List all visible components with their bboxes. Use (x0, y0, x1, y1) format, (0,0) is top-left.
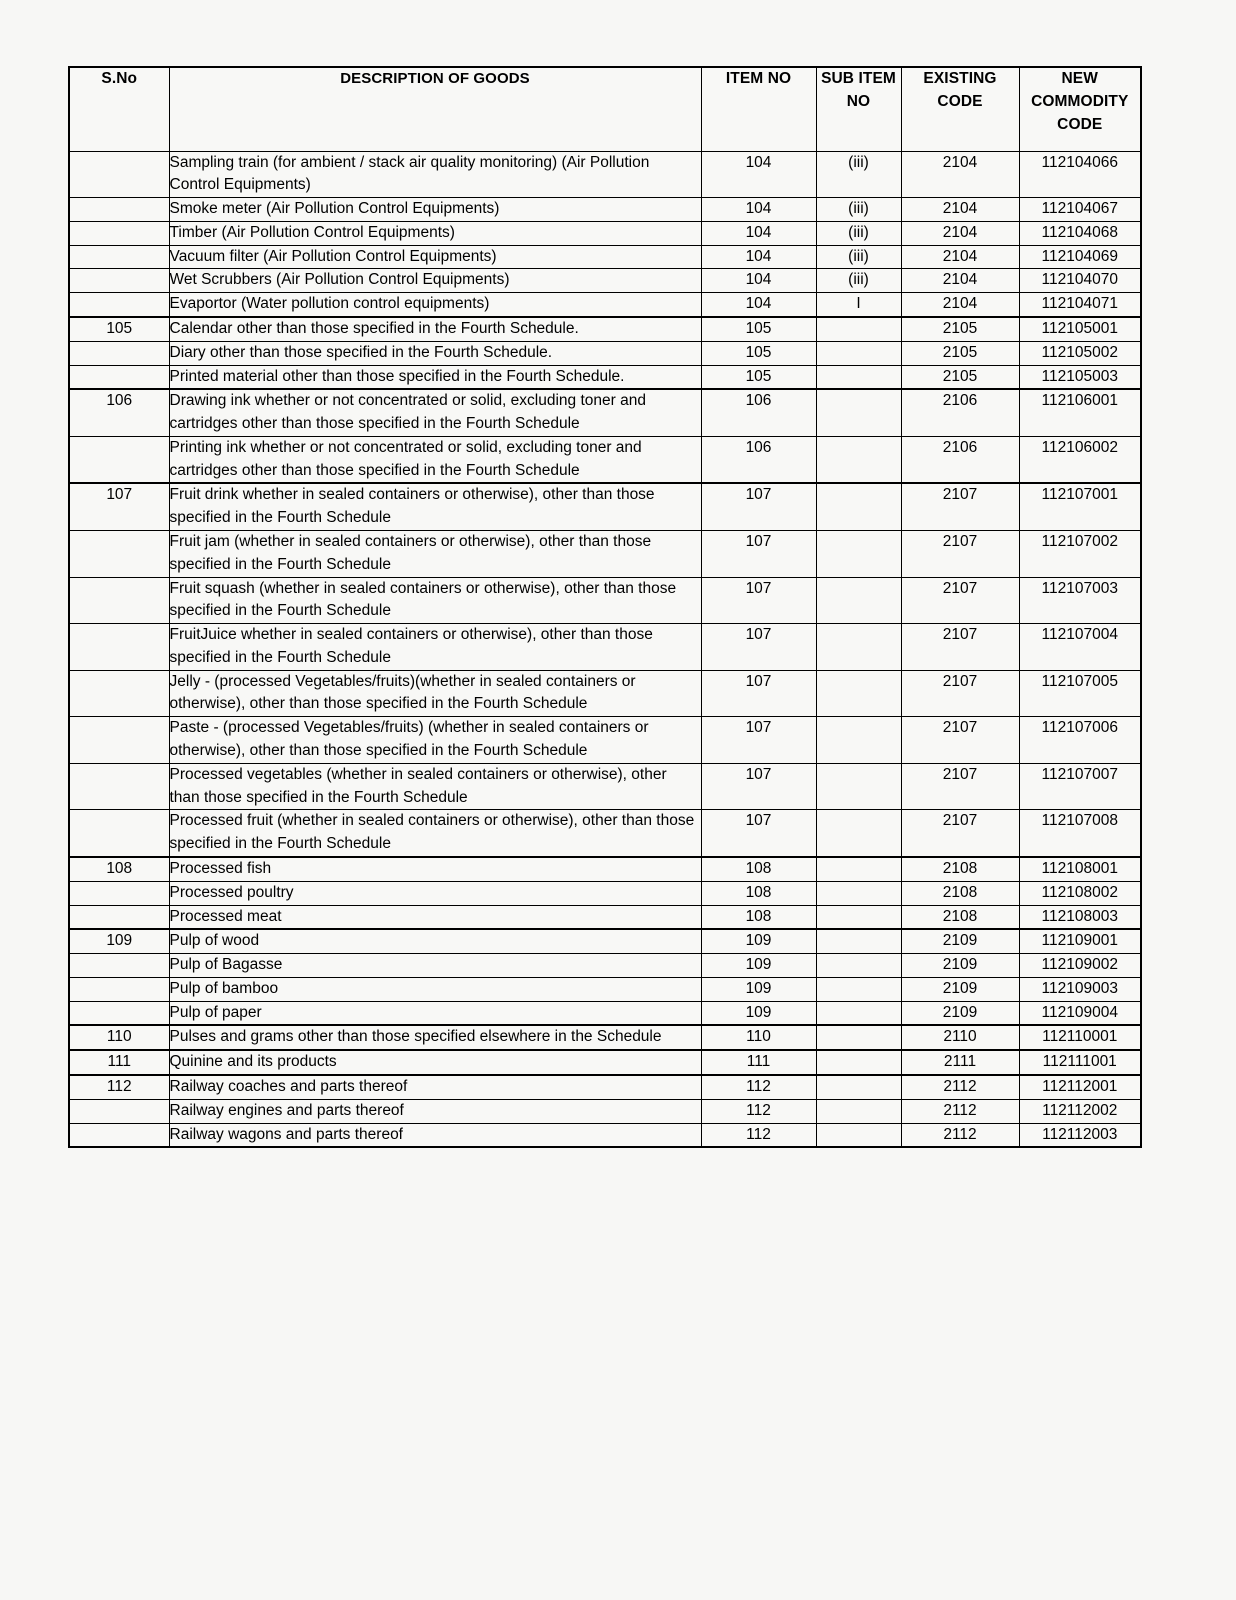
table-row (69, 436, 1141, 483)
cell-sno: 106 (69, 389, 169, 436)
cell-item-no: 112 (701, 1123, 816, 1147)
cell-item-no: 107 (701, 717, 816, 764)
cell-item-no: 104 (701, 293, 816, 317)
cell-description: Fruit drink whether in sealed containers or otherwise), other than those specified in the Fourth Schedule (169, 483, 701, 530)
cell-existing-code: 2106 (901, 389, 1019, 436)
cell-description: Wet Scrubbers (Air Pollution Control Equipments) (169, 269, 701, 293)
cell-existing-code: 2107 (901, 810, 1019, 857)
cell-sub-item-no (816, 929, 901, 953)
existing-code-line2: CODE (937, 92, 983, 110)
table-row (69, 717, 1141, 764)
cell-sno (69, 810, 169, 857)
cell-existing-code: 2112 (901, 1123, 1019, 1147)
cell-sub-item-no (816, 577, 901, 624)
table-row (69, 269, 1141, 293)
table-header-row (69, 67, 1141, 151)
cell-sno: 107 (69, 483, 169, 530)
table-row (69, 293, 1141, 317)
cell-sno (69, 151, 169, 198)
cell-existing-code: 2109 (901, 977, 1019, 1001)
table-row (69, 929, 1141, 953)
cell-sno (69, 954, 169, 978)
cell-description: Drawing ink whether or not concentrated or solid, excluding toner and cartridges other than those specified in the Fourth Schedule (169, 389, 701, 436)
cell-sno (69, 905, 169, 929)
cell-sno: 109 (69, 929, 169, 953)
cell-item-no: 107 (701, 810, 816, 857)
cell-sub-item-no (816, 341, 901, 365)
cell-existing-code: 2104 (901, 198, 1019, 222)
cell-description: Timber (Air Pollution Control Equipments) (169, 221, 701, 245)
cell-new-commodity-code: 112108002 (1019, 881, 1141, 905)
cell-new-commodity-code: 112104070 (1019, 269, 1141, 293)
cell-description: FruitJuice whether in sealed containers or otherwise), other than those specified in the Fourth Schedule (169, 624, 701, 671)
cell-sub-item-no: (iii) (816, 198, 901, 222)
column-header-new-commodity-code (1019, 67, 1141, 151)
cell-sno (69, 577, 169, 624)
cell-new-commodity-code: 112107007 (1019, 763, 1141, 810)
cell-new-commodity-code: 112107006 (1019, 717, 1141, 764)
cell-existing-code: 2106 (901, 436, 1019, 483)
cell-sub-item-no (816, 531, 901, 578)
cell-sub-item-no (816, 857, 901, 881)
cell-sno (69, 341, 169, 365)
cell-new-commodity-code: 112109004 (1019, 1001, 1141, 1025)
new-commodity-code-line2: COMMODITY (1031, 92, 1129, 110)
table-row (69, 857, 1141, 881)
cell-sno (69, 531, 169, 578)
table-header (69, 67, 1141, 151)
table-row (69, 341, 1141, 365)
cell-new-commodity-code: 112109002 (1019, 954, 1141, 978)
cell-existing-code: 2107 (901, 717, 1019, 764)
sub-item-no-line2: NO (846, 92, 871, 110)
cell-description: Calendar other than those specified in the Fourth Schedule. (169, 317, 701, 341)
cell-existing-code: 2108 (901, 881, 1019, 905)
cell-existing-code: 2104 (901, 151, 1019, 198)
cell-new-commodity-code: 112105003 (1019, 365, 1141, 389)
table-row (69, 483, 1141, 530)
cell-description: Processed fruit (whether in sealed containers or otherwise), other than those specified in the Fourth Schedule (169, 810, 701, 857)
cell-sub-item-no (816, 881, 901, 905)
cell-description: Printing ink whether or not concentrated or solid, excluding toner and cartridges other than those specified in the Fourth Schedule (169, 436, 701, 483)
cell-existing-code: 2105 (901, 317, 1019, 341)
new-commodity-code-line1: NEW (1061, 70, 1098, 87)
cell-item-no: 107 (701, 624, 816, 671)
column-header-sub-item-no (816, 67, 901, 151)
cell-existing-code: 2104 (901, 221, 1019, 245)
cell-item-no: 105 (701, 317, 816, 341)
cell-sno: 110 (69, 1025, 169, 1050)
cell-description: Fruit squash (whether in sealed containers or otherwise), other than those specified in the Fourth Schedule (169, 577, 701, 624)
cell-sno (69, 977, 169, 1001)
table-row (69, 1050, 1141, 1075)
cell-sno: 108 (69, 857, 169, 881)
cell-item-no: 108 (701, 905, 816, 929)
cell-description: Printed material other than those specified in the Fourth Schedule. (169, 365, 701, 389)
cell-sno (69, 881, 169, 905)
cell-existing-code: 2104 (901, 293, 1019, 317)
cell-new-commodity-code: 112108003 (1019, 905, 1141, 929)
cell-description: Pulp of paper (169, 1001, 701, 1025)
cell-sub-item-no (816, 1099, 901, 1123)
cell-new-commodity-code: 112107002 (1019, 531, 1141, 578)
cell-item-no: 112 (701, 1075, 816, 1099)
table-row (69, 389, 1141, 436)
cell-new-commodity-code: 112107004 (1019, 624, 1141, 671)
cell-item-no: 110 (701, 1025, 816, 1050)
cell-sub-item-no: (iii) (816, 151, 901, 198)
cell-sub-item-no (816, 1075, 901, 1099)
cell-sub-item-no: (iii) (816, 221, 901, 245)
table-row (69, 317, 1141, 341)
table-row (69, 577, 1141, 624)
cell-new-commodity-code: 112107008 (1019, 810, 1141, 857)
table-row (69, 1025, 1141, 1050)
cell-existing-code: 2112 (901, 1075, 1019, 1099)
cell-item-no: 109 (701, 954, 816, 978)
cell-existing-code: 2108 (901, 857, 1019, 881)
cell-sno (69, 763, 169, 810)
cell-sub-item-no (816, 317, 901, 341)
table-row (69, 905, 1141, 929)
cell-description: Quinine and its products (169, 1050, 701, 1075)
table-row (69, 810, 1141, 857)
cell-item-no: 111 (701, 1050, 816, 1075)
cell-item-no: 107 (701, 763, 816, 810)
table-row (69, 624, 1141, 671)
cell-sub-item-no (816, 1001, 901, 1025)
table-row (69, 954, 1141, 978)
cell-existing-code: 2107 (901, 577, 1019, 624)
cell-sno (69, 1001, 169, 1025)
existing-code-line1: EXISTING (923, 70, 997, 87)
cell-new-commodity-code: 112105002 (1019, 341, 1141, 365)
cell-new-commodity-code: 112104066 (1019, 151, 1141, 198)
table-row (69, 1001, 1141, 1025)
cell-new-commodity-code: 112112001 (1019, 1075, 1141, 1099)
cell-item-no: 107 (701, 577, 816, 624)
cell-sno: 112 (69, 1075, 169, 1099)
cell-existing-code: 2104 (901, 245, 1019, 269)
cell-description: Processed poultry (169, 881, 701, 905)
cell-item-no: 109 (701, 1001, 816, 1025)
table-body (69, 151, 1141, 1147)
cell-item-no: 109 (701, 977, 816, 1001)
cell-sub-item-no (816, 977, 901, 1001)
column-header-description: DESCRIPTION OF GOODS (169, 67, 701, 151)
cell-sno (69, 436, 169, 483)
cell-item-no: 105 (701, 365, 816, 389)
cell-description: Processed fish (169, 857, 701, 881)
cell-sub-item-no: I (816, 293, 901, 317)
cell-sub-item-no (816, 717, 901, 764)
cell-new-commodity-code: 112110001 (1019, 1025, 1141, 1050)
column-header-sno: S.No (69, 67, 169, 151)
table-row (69, 763, 1141, 810)
new-commodity-code-line3: CODE (1057, 115, 1103, 133)
cell-new-commodity-code: 112107001 (1019, 483, 1141, 530)
column-header-existing-code (901, 67, 1019, 151)
cell-sno (69, 717, 169, 764)
cell-sub-item-no (816, 389, 901, 436)
cell-description: Vacuum filter (Air Pollution Control Equipments) (169, 245, 701, 269)
cell-item-no: 106 (701, 436, 816, 483)
cell-description: Paste - (processed Vegetables/fruits) (whether in sealed containers or otherwise), other than those specified in the Fourth Schedule (169, 717, 701, 764)
table-row (69, 365, 1141, 389)
cell-sno (69, 269, 169, 293)
cell-existing-code: 2111 (901, 1050, 1019, 1075)
cell-new-commodity-code: 112107005 (1019, 670, 1141, 717)
cell-item-no: 108 (701, 857, 816, 881)
cell-new-commodity-code: 112112002 (1019, 1099, 1141, 1123)
cell-sno (69, 198, 169, 222)
cell-item-no: 109 (701, 929, 816, 953)
cell-sub-item-no (816, 1050, 901, 1075)
cell-existing-code: 2104 (901, 269, 1019, 293)
cell-item-no: 107 (701, 483, 816, 530)
commodity-code-table (68, 66, 1142, 1148)
cell-sno (69, 670, 169, 717)
cell-new-commodity-code: 112111001 (1019, 1050, 1141, 1075)
cell-existing-code: 2109 (901, 929, 1019, 953)
cell-item-no: 104 (701, 151, 816, 198)
cell-item-no: 108 (701, 881, 816, 905)
cell-description: Railway engines and parts thereof (169, 1099, 701, 1123)
cell-sno (69, 365, 169, 389)
cell-existing-code: 2105 (901, 365, 1019, 389)
cell-item-no: 104 (701, 221, 816, 245)
cell-new-commodity-code: 112108001 (1019, 857, 1141, 881)
table-row (69, 245, 1141, 269)
cell-sno (69, 221, 169, 245)
cell-description: Processed vegetables (whether in sealed containers or otherwise), other than those specified in the Fourth Schedule (169, 763, 701, 810)
cell-sno (69, 245, 169, 269)
cell-existing-code: 2107 (901, 624, 1019, 671)
cell-item-no: 112 (701, 1099, 816, 1123)
cell-existing-code: 2108 (901, 905, 1019, 929)
cell-sno: 111 (69, 1050, 169, 1075)
cell-description: Pulp of Bagasse (169, 954, 701, 978)
cell-description: Diary other than those specified in the Fourth Schedule. (169, 341, 701, 365)
table-row (69, 1099, 1141, 1123)
cell-item-no: 104 (701, 198, 816, 222)
cell-existing-code: 2109 (901, 1001, 1019, 1025)
table-row (69, 221, 1141, 245)
cell-new-commodity-code: 112104068 (1019, 221, 1141, 245)
cell-new-commodity-code: 112105001 (1019, 317, 1141, 341)
cell-description: Processed meat (169, 905, 701, 929)
cell-item-no: 107 (701, 531, 816, 578)
cell-sub-item-no (816, 365, 901, 389)
cell-existing-code: 2105 (901, 341, 1019, 365)
cell-item-no: 104 (701, 245, 816, 269)
cell-description: Smoke meter (Air Pollution Control Equipments) (169, 198, 701, 222)
cell-sub-item-no (816, 436, 901, 483)
cell-item-no: 107 (701, 670, 816, 717)
cell-sno (69, 624, 169, 671)
cell-existing-code: 2110 (901, 1025, 1019, 1050)
table-row (69, 881, 1141, 905)
cell-new-commodity-code: 112104067 (1019, 198, 1141, 222)
sub-item-no-line1: SUB ITEM (821, 70, 896, 87)
cell-sub-item-no (816, 624, 901, 671)
cell-sub-item-no: (iii) (816, 269, 901, 293)
cell-sub-item-no (816, 1025, 901, 1050)
cell-sub-item-no: (iii) (816, 245, 901, 269)
cell-description: Pulp of wood (169, 929, 701, 953)
cell-new-commodity-code: 112109003 (1019, 977, 1141, 1001)
cell-sub-item-no (816, 905, 901, 929)
cell-sub-item-no (816, 810, 901, 857)
table-row (69, 670, 1141, 717)
cell-new-commodity-code: 112107003 (1019, 577, 1141, 624)
cell-new-commodity-code: 112112003 (1019, 1123, 1141, 1147)
table-row (69, 151, 1141, 198)
table-row (69, 1123, 1141, 1147)
cell-sno (69, 1123, 169, 1147)
cell-sub-item-no (816, 1123, 901, 1147)
cell-existing-code: 2107 (901, 531, 1019, 578)
cell-sno: 105 (69, 317, 169, 341)
cell-new-commodity-code: 112104071 (1019, 293, 1141, 317)
cell-existing-code: 2107 (901, 763, 1019, 810)
cell-item-no: 105 (701, 341, 816, 365)
cell-description: Jelly - (processed Vegetables/fruits)(whether in sealed containers or otherwise), other than those specified in the Fourth Schedule (169, 670, 701, 717)
cell-item-no: 106 (701, 389, 816, 436)
cell-new-commodity-code: 112109001 (1019, 929, 1141, 953)
cell-sub-item-no (816, 670, 901, 717)
cell-description: Evaportor (Water pollution control equipments) (169, 293, 701, 317)
table-row (69, 977, 1141, 1001)
cell-item-no: 104 (701, 269, 816, 293)
cell-new-commodity-code: 112106002 (1019, 436, 1141, 483)
cell-new-commodity-code: 112104069 (1019, 245, 1141, 269)
cell-sub-item-no (816, 763, 901, 810)
cell-sub-item-no (816, 954, 901, 978)
cell-existing-code: 2112 (901, 1099, 1019, 1123)
cell-existing-code: 2107 (901, 670, 1019, 717)
cell-description: Railway wagons and parts thereof (169, 1123, 701, 1147)
cell-new-commodity-code: 112106001 (1019, 389, 1141, 436)
cell-description: Fruit jam (whether in sealed containers or otherwise), other than those specified in the Fourth Schedule (169, 531, 701, 578)
table-row (69, 531, 1141, 578)
column-header-item-no: ITEM NO (701, 67, 816, 151)
cell-description: Pulses and grams other than those specified elsewhere in the Schedule (169, 1025, 701, 1050)
cell-sno (69, 293, 169, 317)
cell-description: Railway coaches and parts thereof (169, 1075, 701, 1099)
cell-description: Pulp of bamboo (169, 977, 701, 1001)
table-row (69, 1075, 1141, 1099)
cell-existing-code: 2109 (901, 954, 1019, 978)
cell-sno (69, 1099, 169, 1123)
cell-description: Sampling train (for ambient / stack air quality monitoring) (Air Pollution Control Equipments) (169, 151, 701, 198)
cell-sub-item-no (816, 483, 901, 530)
table-row (69, 198, 1141, 222)
cell-existing-code: 2107 (901, 483, 1019, 530)
